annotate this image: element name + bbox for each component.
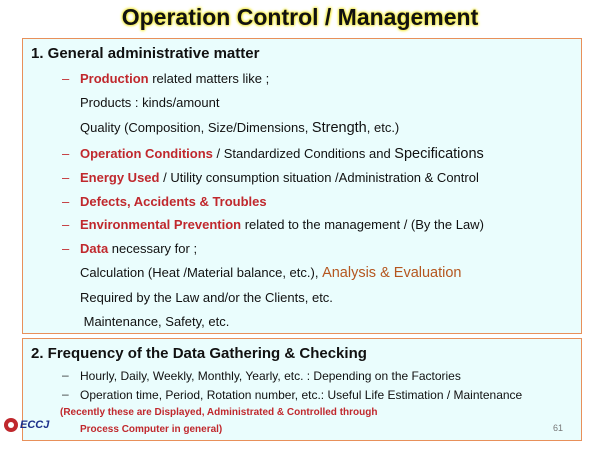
calculation-text: Calculation (Heat /Material balance, etc.), (80, 265, 323, 280)
operation-conditions-specifications: Specifications (394, 146, 484, 162)
quality-line (80, 120, 399, 136)
section2-heading: 2. Frequency of the Data Gathering & Checking (31, 345, 367, 362)
energy-used-keyword: Energy Used (80, 170, 160, 185)
required-line: Required by the Law and/or the Clients, etc. (80, 290, 333, 305)
section-general-admin (22, 38, 582, 334)
eccj-logo (4, 418, 49, 432)
item-operation-conditions (80, 146, 484, 162)
maintenance-line: Maintenance, Safety, etc. (80, 314, 230, 329)
quality-etc: , etc.) (366, 120, 400, 135)
dash-bullet: – (62, 170, 70, 185)
operation-time-bullet: Operation time, Period, Rotation number, etc.: Useful Life Estimation / Maintenance (80, 388, 523, 402)
analysis-evaluation: Analysis & Evaluation (322, 265, 462, 281)
energy-used-text: / Utility consumption situation /Administration & Control (159, 170, 479, 185)
products-line: Products : kinds/amount (80, 95, 220, 110)
data-text: necessary for ; (108, 241, 198, 256)
operation-conditions-text: / Standardized Conditions and (212, 146, 395, 161)
section1-heading: 1. General administrative matter (31, 45, 260, 62)
item-environmental (80, 217, 484, 233)
item-defects (80, 194, 267, 210)
dash-bullet: – (62, 217, 70, 232)
dash-bullet: – (62, 146, 70, 161)
dash-bullet: – (62, 387, 69, 401)
section-data-frequency (22, 338, 582, 441)
eccj-logo-icon (4, 418, 18, 432)
calculation-line (80, 265, 462, 281)
environmental-text: related to the management / (By the Law) (241, 217, 484, 232)
note-line-1: (Recently these are Displayed, Administrated & Controlled through (60, 407, 378, 418)
eccj-logo-text: ECCJ (20, 419, 50, 431)
note-line-2: Process Computer in general) (80, 424, 223, 435)
quality-text: Quality (Composition, Size/Dimensions, (80, 120, 312, 135)
environmental-keyword: Environmental Prevention (80, 217, 242, 232)
item-production (80, 71, 269, 87)
item-energy-used (80, 170, 479, 186)
item-data (80, 241, 197, 257)
operation-conditions-keyword: Operation Conditions (80, 146, 213, 161)
page-title: Operation Control / Management (121, 4, 479, 30)
production-keyword: Production (80, 71, 149, 86)
dash-bullet: – (62, 368, 69, 382)
dash-bullet: – (62, 71, 70, 86)
quality-strength: Strength (311, 120, 367, 136)
dash-bullet: – (62, 194, 70, 209)
frequency-bullet: Hourly, Daily, Weekly, Monthly, Yearly, etc. : Depending on the Factories (80, 369, 461, 383)
page-number: 61 (553, 423, 564, 433)
dash-bullet: – (62, 241, 70, 256)
data-keyword: Data (80, 241, 109, 256)
defects-keyword: Defects, Accidents & Troubles (80, 194, 267, 209)
production-text: related matters like ; (148, 71, 270, 86)
